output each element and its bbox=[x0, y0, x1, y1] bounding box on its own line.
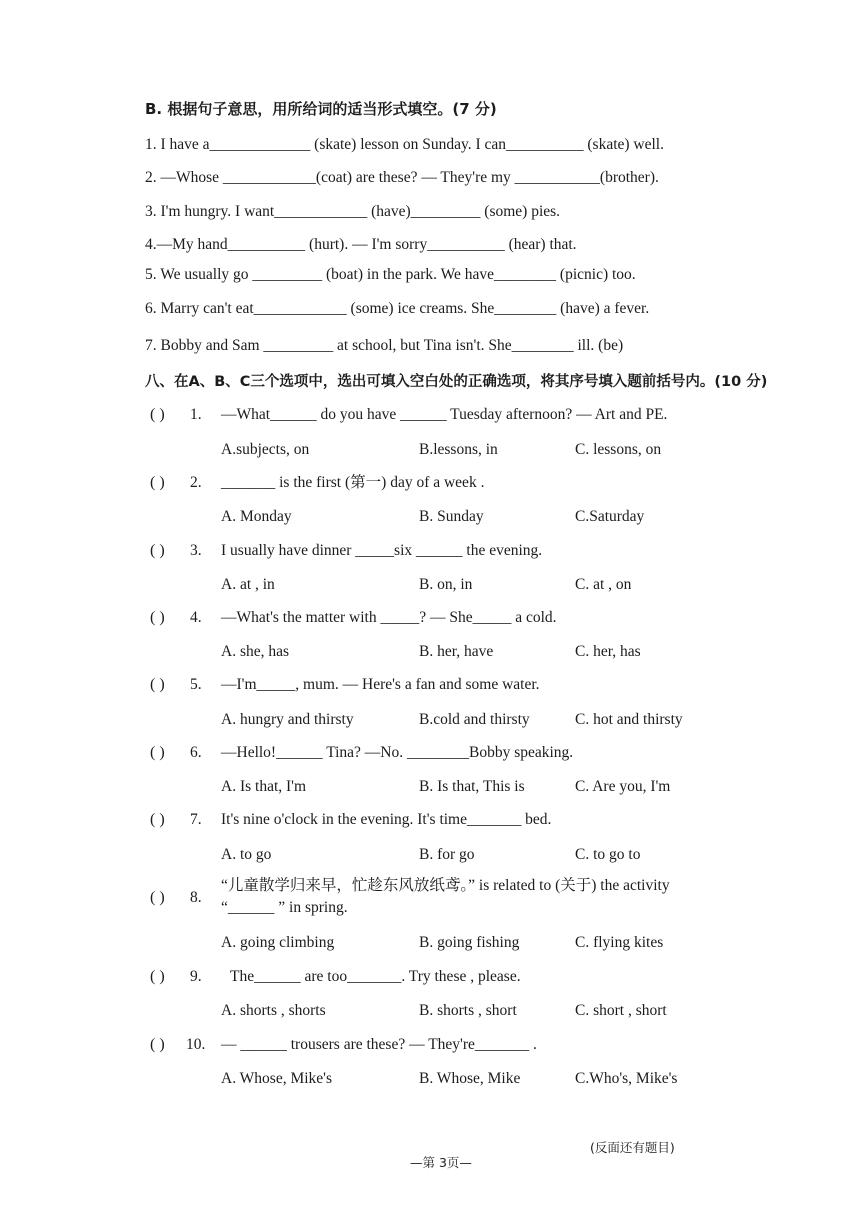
option-a: A.subjects, on bbox=[221, 441, 310, 458]
answer-paren: ( ) bbox=[150, 1036, 165, 1053]
option-c: C. her, has bbox=[575, 643, 641, 660]
question-number: 8. bbox=[190, 889, 202, 906]
question-number: 5. bbox=[190, 676, 202, 693]
option-a: A. she, has bbox=[221, 643, 290, 660]
question-number: 2. bbox=[190, 474, 202, 491]
question-number: 1. bbox=[190, 406, 202, 423]
fill-item-3: 3. I'm hungry. I want____________ (have)_________ (some) pies. bbox=[145, 203, 561, 220]
option-a: A. hungry and thirsty bbox=[221, 711, 354, 728]
answer-paren: ( ) bbox=[150, 474, 165, 491]
option-b: B.lessons, in bbox=[419, 441, 498, 458]
question-number: 10. bbox=[186, 1036, 206, 1053]
answer-paren: ( ) bbox=[150, 676, 165, 693]
question-stem: “儿童散学归来早，忙趁东风放纸鸢。” is related to (关于) the activity bbox=[221, 877, 670, 894]
fill-item-7: 7. Bobby and Sam _________ at school, but Tina isn't. She________ ill. (be) bbox=[145, 337, 624, 354]
option-c: C. at , on bbox=[575, 576, 632, 593]
fill-item-1: 1. I have a_____________ (skate) lesson on Sunday. I can__________ (skate) well. bbox=[145, 136, 664, 153]
question-stem: —What's the matter with _____? — She_____ a cold. bbox=[221, 609, 557, 626]
option-c: C. to go to bbox=[575, 846, 641, 863]
question-stem: —Hello!______ Tina? —No. ________Bobby speaking. bbox=[221, 744, 574, 761]
fill-item-2: 2. —Whose ____________(coat) are these? — They're my ___________(brother). bbox=[145, 169, 659, 186]
fill-item-5: 5. We usually go _________ (boat) in the park. We have________ (picnic) too. bbox=[145, 266, 636, 283]
option-a: A. shorts , shorts bbox=[221, 1002, 326, 1019]
option-b: B. going fishing bbox=[419, 934, 520, 951]
answer-paren: ( ) bbox=[150, 609, 165, 626]
answer-paren: ( ) bbox=[150, 968, 165, 985]
option-b: B. for go bbox=[419, 846, 475, 863]
answer-paren: ( ) bbox=[150, 542, 165, 559]
option-a: A. Whose, Mike's bbox=[221, 1070, 332, 1087]
section-b-heading: B. 根据句子意思，用所给词的适当形式填空。(7 分) bbox=[145, 100, 497, 118]
page-number: —第 3页— bbox=[410, 1155, 472, 1170]
option-c: C. flying kites bbox=[575, 934, 664, 951]
section-8-heading: 八、在A、B、C三个选项中，选出可填入空白处的正确选项，将其序号填入题前括号内。(10 分) bbox=[145, 374, 768, 390]
answer-paren: ( ) bbox=[150, 744, 165, 761]
question-stem: The______ are too_______. Try these , please. bbox=[230, 968, 521, 985]
question-stem-line-2: “______ ” in spring. bbox=[221, 899, 348, 916]
question-number: 3. bbox=[190, 542, 202, 559]
option-b: B. Whose, Mike bbox=[419, 1070, 521, 1087]
question-number: 6. bbox=[190, 744, 202, 761]
option-c: C. lessons, on bbox=[575, 441, 662, 458]
continue-note: (反面还有题目) bbox=[590, 1140, 675, 1155]
option-b: B. Sunday bbox=[419, 508, 484, 525]
option-a: A. to go bbox=[221, 846, 272, 863]
option-b: B.cold and thirsty bbox=[419, 711, 530, 728]
option-c: C. Are you, I'm bbox=[575, 778, 671, 795]
question-stem: _______ is the first (第一) day of a week . bbox=[221, 474, 485, 491]
option-a: A. Is that, I'm bbox=[221, 778, 307, 795]
question-stem: It's nine o'clock in the evening. It's time_______ bed. bbox=[221, 811, 552, 828]
option-b: B. shorts , short bbox=[419, 1002, 517, 1019]
option-a: A. at , in bbox=[221, 576, 275, 593]
option-c: C.Saturday bbox=[575, 508, 645, 525]
fill-item-4: 4.—My hand__________ (hurt). — I'm sorry__________ (hear) that. bbox=[145, 236, 577, 253]
question-stem: I usually have dinner _____six ______ the evening. bbox=[221, 542, 543, 559]
question-stem: —What______ do you have ______ Tuesday afternoon? — Art and PE. bbox=[221, 406, 668, 423]
question-stem: —I'm_____, mum. — Here's a fan and some water. bbox=[221, 676, 540, 693]
answer-paren: ( ) bbox=[150, 811, 165, 828]
answer-paren: ( ) bbox=[150, 406, 165, 423]
option-a: A. Monday bbox=[221, 508, 292, 525]
fill-item-6: 6. Marry can't eat____________ (some) ice creams. She________ (have) a fever. bbox=[145, 300, 650, 317]
option-a: A. going climbing bbox=[221, 934, 335, 951]
option-c: C. hot and thirsty bbox=[575, 711, 683, 728]
question-number: 7. bbox=[190, 811, 202, 828]
option-c: C.Who's, Mike's bbox=[575, 1070, 678, 1087]
question-number: 4. bbox=[190, 609, 202, 626]
option-b: B. Is that, This is bbox=[419, 778, 525, 795]
option-b: B. on, in bbox=[419, 576, 473, 593]
option-b: B. her, have bbox=[419, 643, 494, 660]
question-stem: — ______ trousers are these? — They're_______ . bbox=[221, 1036, 537, 1053]
question-number: 9. bbox=[190, 968, 202, 985]
answer-paren: ( ) bbox=[150, 889, 165, 906]
option-c: C. short , short bbox=[575, 1002, 667, 1019]
